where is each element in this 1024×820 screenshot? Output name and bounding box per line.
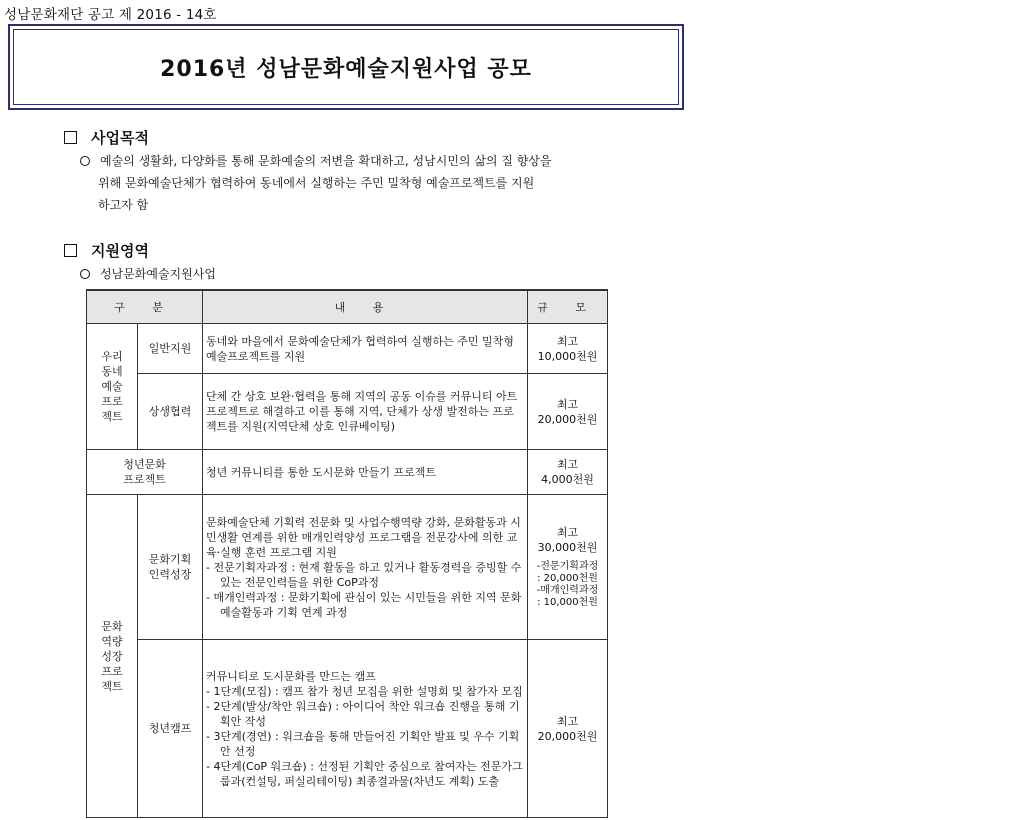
row-name-general: 일반지원 [138,324,203,374]
circle-bullet-icon [80,156,90,166]
circle-bullet-icon [80,269,90,279]
sub-program-text: 성남문화예술지원사업 [100,267,216,281]
page-title: 2016년 성남문화예술지원사업 공모 [13,29,679,105]
table-header-row [87,290,608,324]
scale-amount: 10,000천원 [537,349,598,363]
row-scale-planning [528,495,608,640]
row-scale-youth [528,450,608,495]
row-scale-general [528,324,608,374]
notice-number: 성남문화재단 공고 제 2016 - 14호 [4,7,217,23]
row-content-planning [203,495,528,640]
scale-label: 최고 [556,526,579,539]
header-scale: 규 모 [528,290,608,324]
scale-amount: 4,000천원 [541,473,594,486]
purpose-text [80,150,610,216]
group-cultural-capacity: 문화 역량 성장 프로 젝트 [87,495,138,818]
scale-sub-4: : 10,000천원 [537,597,598,608]
row-content-youth: 청년 커뮤니티를 통한 도시문화 만들기 프로젝트 [203,450,528,495]
camp-item-1: - 1단계(모집) : 캠프 참가 청년 모집을 위한 설명회 및 참가자 모집 [206,684,523,698]
scale-sub-3: -매개인력과정 [536,585,599,596]
row-scale-coop [528,374,608,450]
header-category: 구 분 [87,290,203,324]
sub-program-label [80,265,216,282]
planning-item-1: - 전문기획자과정 : 현재 활동을 하고 있거나 활동경력을 증빙할 수 있는 전문인력들을 위한 CoP과정 [206,560,522,589]
table-row [87,450,608,495]
purpose-line-3: 하고자 함 [98,198,149,212]
camp-item-4: - 4단계(CoP 워크숍) : 선정된 기획안 중심으로 참여자는 전문가그룹과(컨설팅, 퍼실리테이팅) 최종결과물(차년도 계획) 도출 [206,759,523,788]
scale-amount: 30,000천원 [537,541,598,554]
row-content-general: 동네와 마을에서 문화예술단체가 협력하여 실행하는 주민 밀착형 예술프로젝트를 지원 [203,324,528,374]
square-bullet-icon [64,244,77,257]
scale-label: 최고 [556,397,579,411]
scale-amount: 20,000천원 [537,729,598,743]
purpose-line-2: 위해 문화예술단체가 협력하여 동네에서 실행하는 주민 밀착형 예술프로젝트를 지원 [98,176,535,190]
scale-amount: 20,000천원 [537,412,598,426]
scale-label: 최고 [556,714,579,728]
square-bullet-icon [64,131,77,144]
purpose-line-1-text: 예술의 생활화, 다양화를 통해 문화예술의 저변을 확대하고, 성남시민의 삶의 질 향상을 [100,154,552,168]
row-content-camp [203,640,528,818]
purpose-line-1 [80,150,610,172]
section-purpose-heading [64,127,149,148]
camp-item-3: - 3단계(경연) : 워크숍을 통해 만들어진 기획안 발표 및 우수 기획안 선정 [206,729,520,758]
scale-sub-1: -전문기획과정 [536,561,599,572]
camp-item-2: - 2단계(발상/착안 워크숍) : 아이디어 착안 워크숍 진행을 통해 기획안 작성 [206,699,520,728]
row-name-camp: 청년캠프 [138,640,203,818]
row-name-coop: 상생협력 [138,374,203,450]
planning-intro: 문화예술단체 기획력 전문화 및 사업수행역량 강화, 문화활동과 시민생활 연계를 위한 매개인력양성 프로그램을 전문강사에 의한 교육·실행 훈련 프로그램 지원 [206,515,521,559]
title-box [8,24,684,110]
scale-sub-2: : 20,000천원 [537,573,598,584]
table-row [87,374,608,450]
group-neighborhood-art: 우리 동네 예술 프로 젝트 [87,324,138,450]
section-area-heading [64,240,149,261]
header-content: 내 용 [203,290,528,324]
section-area-title: 지원영역 [91,242,149,260]
scale-label: 최고 [556,334,579,348]
camp-intro: 커뮤니티로 도시문화를 만드는 캠프 [206,669,376,683]
row-name-youth: 청년문화 프로젝트 [87,450,203,495]
support-table [86,289,608,818]
table-row [87,640,608,818]
section-purpose-title: 사업목적 [91,129,149,147]
scale-label: 최고 [556,458,579,471]
table-row [87,495,608,640]
row-content-coop: 단체 간 상호 보완·협력을 통해 지역의 공동 이슈를 커뮤니티 아트 프로젝트로 해결하고 이를 통해 지역, 단체가 상생 발전하는 프로젝트를 지원(지역단체 상호 인큐베이팅) [203,374,528,450]
row-name-planning: 문화기획 인력성장 [138,495,203,640]
planning-item-2: - 매개인력과정 : 문화기획에 관심이 있는 시민들을 위한 지역 문화예술활동과 기획 연계 과정 [206,590,522,619]
row-scale-camp [528,640,608,818]
table-row [87,324,608,374]
